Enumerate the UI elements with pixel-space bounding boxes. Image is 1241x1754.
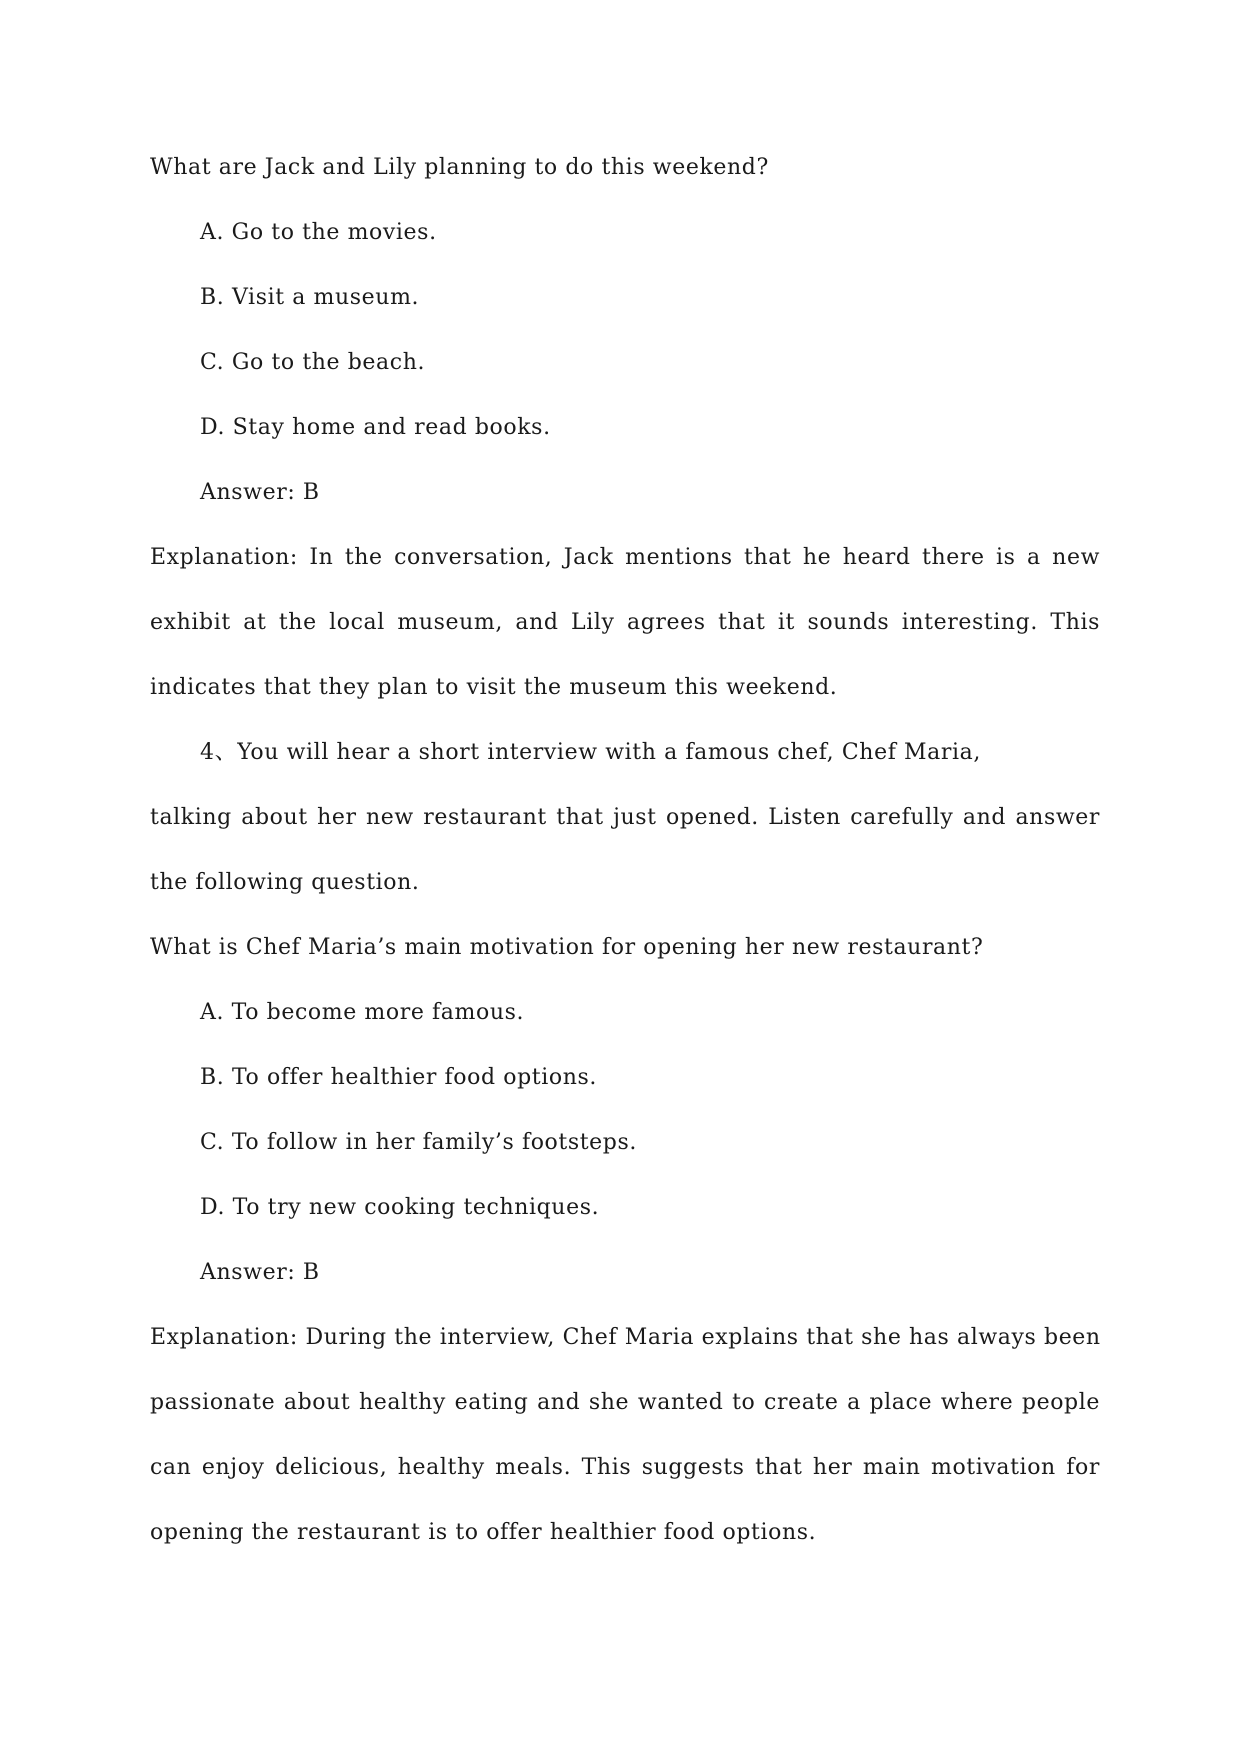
- q4-option-a: A. To become more famous.: [200, 1000, 525, 1025]
- q3-option-b: B. Visit a museum.: [200, 285, 420, 310]
- q4-intro-line: the following question.: [150, 870, 420, 895]
- q4-option-d: D. To try new cooking techniques.: [200, 1195, 600, 1220]
- q4-intro-line: 4、You will hear a short interview with a famous chef, Chef Maria,: [200, 740, 981, 765]
- q3-option-d: D. Stay home and read books.: [200, 415, 551, 440]
- q3-explanation-line: exhibit at the local museum, and Lily agrees that it sounds interesting. This: [150, 610, 1100, 635]
- q4-explanation-line: passionate about healthy eating and she wanted to create a place where people: [150, 1390, 1100, 1415]
- q4-intro-line: talking about her new restaurant that just opened. Listen carefully and answer: [150, 805, 1100, 830]
- q4-option-c: C. To follow in her family’s footsteps.: [200, 1130, 637, 1155]
- q3-answer: Answer: B: [200, 480, 320, 505]
- q4-option-b: B. To offer healthier food options.: [200, 1065, 597, 1090]
- q3-option-c: C. Go to the beach.: [200, 350, 426, 375]
- q4-question: What is Chef Maria’s main motivation for opening her new restaurant?: [150, 935, 984, 960]
- q4-explanation-line: can enjoy delicious, healthy meals. This suggests that her main motivation for: [150, 1455, 1100, 1480]
- q4-answer: Answer: B: [200, 1260, 320, 1285]
- q3-question: What are Jack and Lily planning to do this weekend?: [150, 155, 769, 180]
- q3-option-a: A. Go to the movies.: [200, 220, 437, 245]
- q4-explanation-line: Explanation: During the interview, Chef Maria explains that she has always been: [150, 1325, 1101, 1350]
- q3-explanation-line: indicates that they plan to visit the museum this weekend.: [150, 675, 838, 700]
- q4-explanation-line: opening the restaurant is to offer healthier food options.: [150, 1520, 817, 1545]
- q3-explanation-line: Explanation: In the conversation, Jack mentions that he heard there is a new: [150, 545, 1100, 570]
